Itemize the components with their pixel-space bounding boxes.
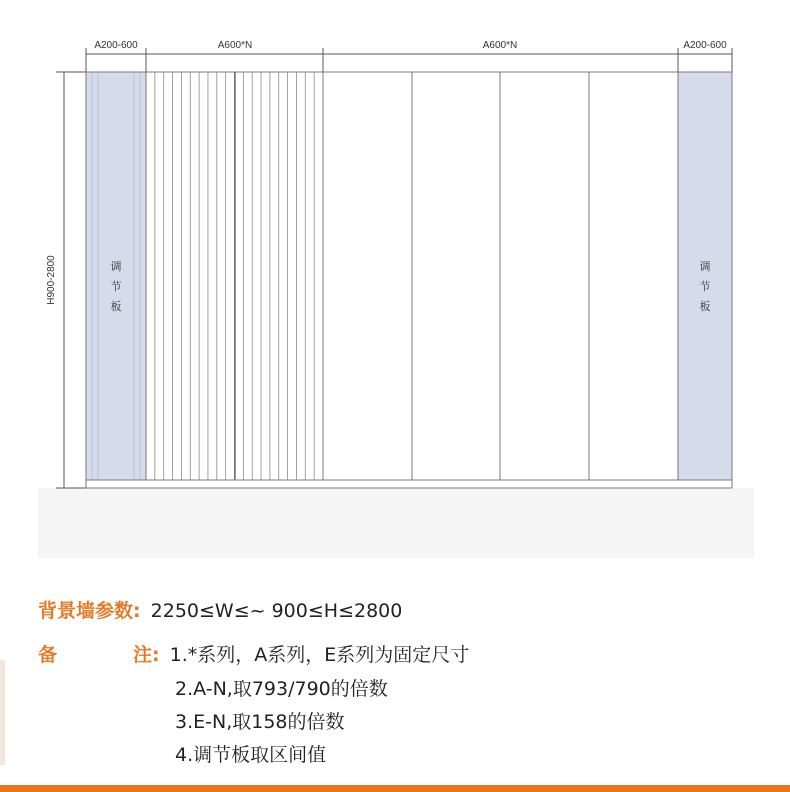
bottom-accent-bar	[0, 785, 790, 792]
note-item: 1.*系列，A系列，E系列为固定尺寸	[169, 644, 470, 666]
adjust-panel-left-label: 调	[110, 260, 122, 273]
note-item-row	[175, 707, 345, 734]
params-row	[38, 596, 402, 623]
note-item: 4.调节板取区间值	[175, 744, 327, 766]
note-item-row	[175, 740, 326, 767]
left-edge-accent	[0, 660, 5, 765]
note-item: 3.E-N,取158的倍数	[175, 711, 345, 733]
adjust-panel-right-label: 调	[699, 260, 711, 273]
dimension-label: A600*N	[217, 40, 253, 51]
adjust-panel-right-label: 节	[699, 280, 711, 293]
dimension-label: A600*N	[482, 40, 518, 51]
dimension-label: A200-600	[94, 40, 138, 51]
adjust-panel-left-label: 板	[110, 300, 122, 313]
adjust-panel-left-label: 节	[110, 280, 122, 293]
adjust-panel-right-label: 板	[699, 300, 711, 313]
dimension-label: A200-600	[683, 40, 727, 51]
note-item-row	[175, 674, 388, 701]
params-value: 2250≤W≤~ 900≤H≤2800	[150, 600, 403, 622]
notes-label-b: 注:	[133, 644, 160, 666]
notes-label-a: 备	[38, 644, 58, 666]
notes-row	[38, 640, 469, 667]
height-dimension-label: H900-2800	[46, 255, 57, 305]
params-label: 背景墙参数:	[38, 600, 141, 622]
note-item: 2.A-N,取793/790的倍数	[175, 678, 388, 700]
